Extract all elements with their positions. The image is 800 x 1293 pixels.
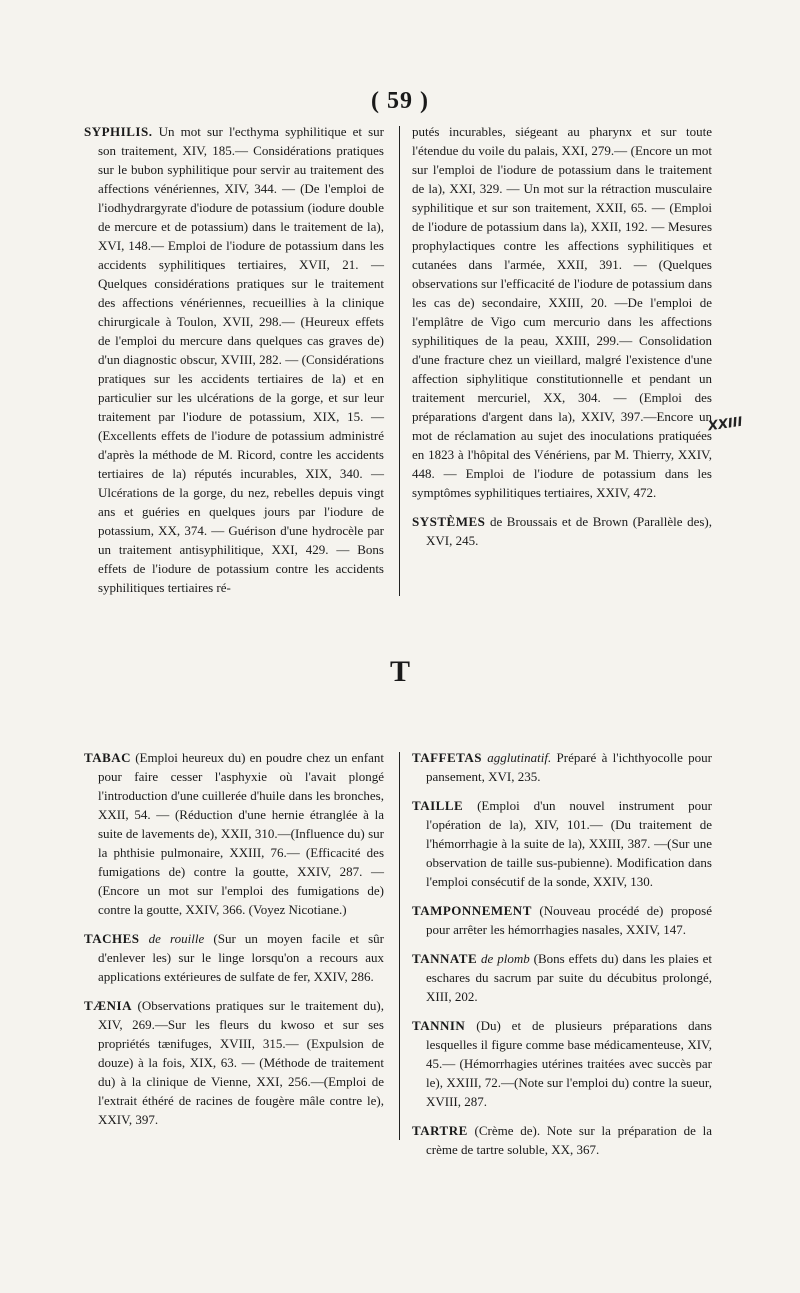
entry-text: (Sur un moyen facile et sûr d'enlever les) sur le linge lorsqu'on a recours aux applications extérieures de sulfate de fer, XXIV, 286. [98,931,385,984]
entry-text: de Broussais et de Brown (Parallèle des), XVI, 245. [426,514,712,548]
entry-taenia [84,996,384,1129]
entry-syphilis-continued [412,122,712,502]
entry-subhead: agglutinatif. [481,750,552,765]
entry-tartre [412,1121,712,1159]
entry-tannate [412,949,712,1006]
entry-syphilis [84,122,384,597]
entry-tamponnement [412,901,712,939]
entry-taffetas [412,748,712,786]
entry-head: TACHES [84,931,140,946]
top-right-column [412,122,712,560]
bottom-right-column [412,748,712,1169]
entry-text: (Emploi d'un nouvel instrument pour l'opération de la), XIV, 101.— (Du traitement de l'hémorrhagie à la suite de la), XXIII, 387. —(Sur une observation de taille sus-pubienne). Modification dans l'emploi consécutif de la sonde, XXIV, 130. [426,798,712,889]
entry-head: TAFFETAS [412,750,482,765]
entry-head: TANNIN [412,1018,466,1033]
entry-tannin [412,1016,712,1111]
entry-head: TAILLE [412,798,464,813]
section-letter: T [389,655,410,688]
entry-text: (Du) et de plusieurs préparations dans lesquelles il figure comme base médicamenteuse, XIV, 45.— (Hémorrhagies utérines traitées avec succès par le), XXIII, 72.—(Note sur l'emploi du) contre la sueur, XVIII, 287. [426,1018,712,1109]
entry-head: TARTRE [412,1123,468,1138]
entry-head: SYPHILIS. [84,124,153,139]
handwritten-margin-note: XXIII [707,414,744,435]
entry-text: (Bons effets du) dans les plaies et eschares du sacrum par suite du décubitus prolongé, XIII, 202. [426,951,712,1004]
bottom-left-column [84,748,384,1139]
entry-text: putés incurables, siégeant au pharynx et sur toute l'étendue du voile du palais, XXI, 279.— (Encore un mot sur l'emploi de l'iodure de potassium dans le traitement de la), XXI, 329. — Un mot sur la rétraction musculaire syphilitique et sur son traitement, XXII, 65. — (Emploi de l'iodure de potassium dans la), XXII, 192. — Mesures prophylactiques contre les affections syphilitiques et cutanées dans l'armée, XXII, 391. — (Quelques observations sur l'efficacité de l'iodure de potassium dans les cas de) secondaire, XXIII, 20. —De l'emploi de l'emplâtre de Vigo cum mercurio dans les affections syphilitiques de la peau, XXIII, 299.— Consolidation d'une fracture chez un vieillard, malgré l'existence d'une affection siphylitique constitutionnelle et pendant un traitement mercuriel, XX, 304. — (Emploi des préparations d'argent dans la), XXIV, 397.—Encore un mot de réclamation au sujet des inoculations pratiquées en 1823 à l'hôpital des Vénériens, par M. Thierry, XXIV, 448. — Emploi de l'iodure de potassium dans les symptômes syphilitiques tertiaires, XXIV, 472. [412,124,712,500]
entry-head: TÆNIA [84,998,133,1013]
column-divider-top [399,126,400,596]
entry-tabac [84,748,384,919]
entry-text: Un mot sur l'ecthyma syphilitique et sur son traitement, XIV, 185.— Considérations pratiques sur le bubon syphilitique pour servir au traitement des affections vénériennes, XIV, 344. — (De l'emploi de l'iodhydrargyrate d'iodure de potassium (iodure double de mercure et de potassium) dans le traitement de la), XVI, 148.— Emploi de l'iodure de potassium dans les accidents syphilitiques tertiaires, XVII, 21. — Quelques considérations pratiques sur le traitement des affections vénériennes, recueillies à la clinique chirurgicale à Toulon, XVII, 298.— (Heureux effets de l'emploi du mercure dans quelques cas graves de) d'un diagnostic obscur, XVIII, 282. — (Considérations pratiques sur les accidents tertiaires de la) et en particulier sur les ulcérations de la gorge, et sur leur traitement par l'iodure de potassium, XIX, 15. — (Excellents effets de l'iodure de potassium administré d'après la méthode de M. Ricord, contre les accidents tertiaires de la) réputés incurables, XIX, 340. — Ulcérations de la gorge, du nez, rebelles depuis vingt ans et guéries en quelques jours par l'iodure de potassium, XX, 374. — Guérison d'une hydrocèle par un traitement antisyphilitique, XXI, 429. — Bons effets de l'iodure de potassium contre les accidents syphilitiques tertiaires ré- [98,124,384,595]
entry-text: (Crème de). Note sur la préparation de la crème de tartre soluble, XX, 367. [426,1123,712,1157]
entry-head: TABAC [84,750,132,765]
entry-text: Préparé à l'ichthyocolle pour pansement, XVI, 235. [426,750,713,784]
entry-text: (Emploi heureux du) en poudre chez un enfant pour faire cesser l'asphyxie où l'avait plongé l'introduction d'une cuillerée d'huile dans les bronches, XXII, 54. — (Réduction d'une hernie étranglée à la suite de lavements de), XXII, 310.—(Influence du) sur la phthisie pulmonaire, XXIII, 76.— (Efficacité des fumigations de) contre la goutte, XXIV, 287. —(Encore un mot sur l'emploi des fumigations de) contre la goutte, XXIV, 366. (Voyez Nicotiane.) [98,750,384,917]
entry-subhead: de rouille [139,931,205,946]
entry-systemes [412,512,712,550]
column-divider-bottom [399,752,400,1140]
entry-head: TAMPONNEMENT [412,903,532,918]
entry-text: (Observations pratiques sur le traitement du), XIV, 269.—Sur les fleurs du kwoso et sur ses propriétés tænifuges, XVIII, 315.— (Expulsion de douze) à la fois, XIX, 63. — (Méthode de traitement du) à la clinique de Vienne, XXI, 256.—(Emploi de l'extrait éthéré de racines de fougère mâle contre le), XXIV, 397. [98,998,384,1127]
page-number: ( 59 ) [371,88,429,114]
entry-head: SYSTÈMES [412,514,486,529]
entry-taille [412,796,712,891]
entry-head: TANNATE [412,951,478,966]
entry-subhead: de plomb [477,951,530,966]
entry-text: (Nouveau procédé de) proposé pour arrêter les hémorrhagies nasales, XXIV, 147. [426,903,712,937]
entry-taches [84,929,384,986]
top-left-column [84,122,384,607]
